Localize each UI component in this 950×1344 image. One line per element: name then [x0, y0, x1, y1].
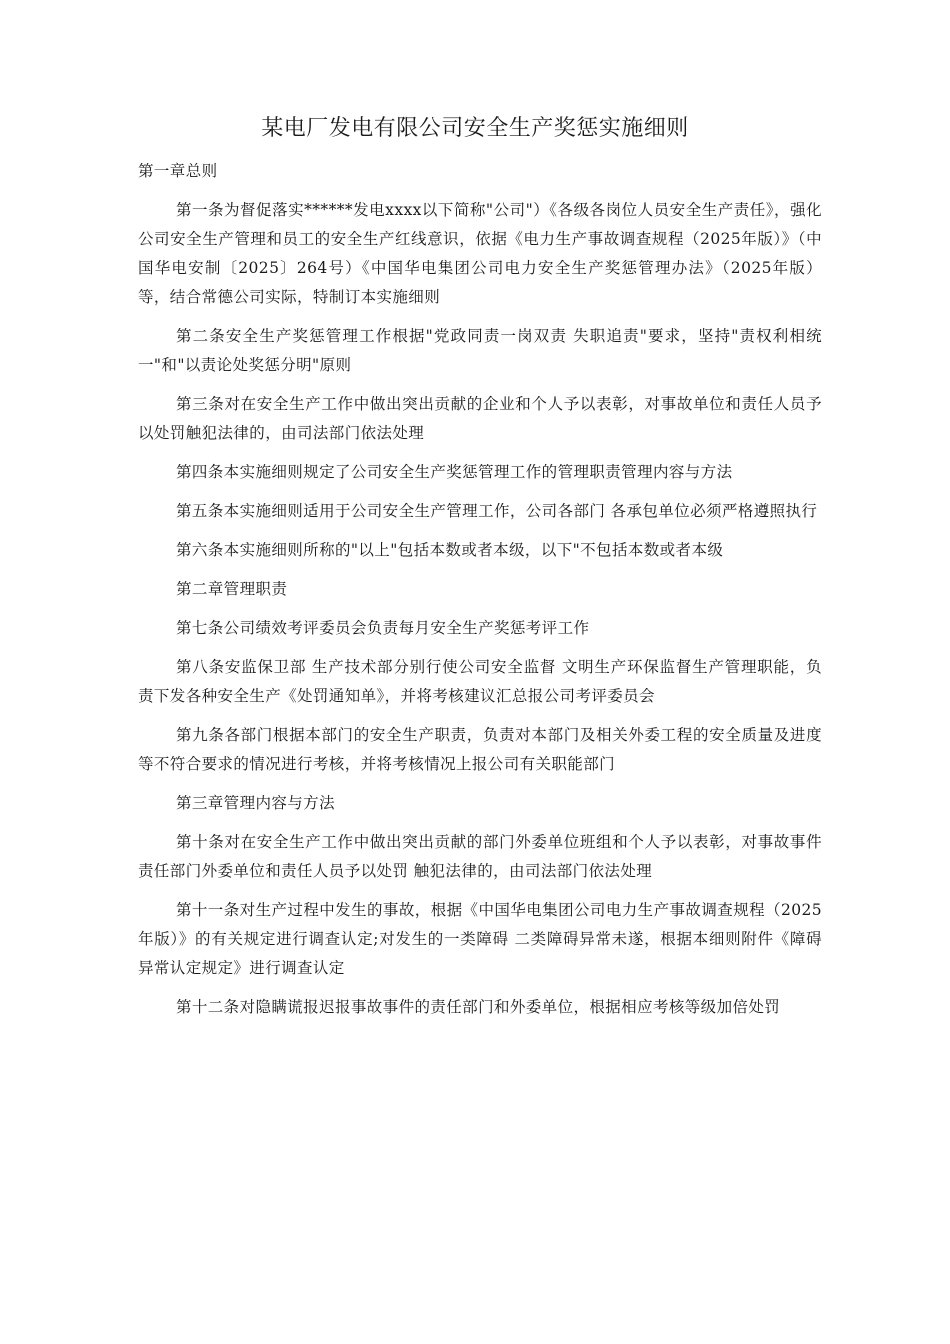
article-3: 第三条对在安全生产工作中做出突出贡献的企业和个人予以表彰，对事故单位和责任人员予以处罚触犯法律的，由司法部门依法处理 — [138, 395, 822, 442]
document-body — [138, 157, 822, 1032]
article-1: 第一条为督促落实******发电xxxx以下简称"公司"）《各级各岗位人员安全生产责任》，强化公司安全生产管理和员工的安全生产红线意识，依据《电力生产事故调查规程（2025年版）》（中国华电安制〔2025〕264号）《中国华电集团公司电力安全生产奖惩管理办法》（2025年版）等，结合常德公司实际，特制订本实施细则 — [138, 201, 822, 306]
chapter-2-heading: 第二章管理职责 — [175, 580, 288, 598]
article-10: 第十条对在安全生产工作中做出突出贡献的部门外委单位班组和个人予以表彰，对事故事件责任部门外委单位和责任人员予以处罚 触犯法律的，由司法部门依法处理 — [138, 833, 822, 880]
article-8: 第八条安监保卫部 生产技术部分别行使公司安全监督 文明生产环保监督生产管理职能，负责下发各种安全生产《处罚通知单》，并将考核建议汇总报公司考评委员会 — [138, 658, 822, 705]
document-title: 某电厂发电有限公司安全生产奖惩实施细则 — [261, 116, 689, 141]
chapter-3-heading: 第三章管理内容与方法 — [175, 794, 335, 812]
chapter-1-heading: 第一章总则 — [138, 162, 218, 180]
article-12: 第十二条对隐瞒谎报迟报事故事件的责任部门和外委单位，根据相应考核等级加倍处罚 — [175, 998, 781, 1016]
article-6: 第六条本实施细则所称的"以上"包括本数或者本级，以下"不包括本数或者本级 — [175, 541, 724, 559]
article-9: 第九条各部门根据本部门的安全生产职责，负责对本部门及相关外委工程的安全质量及进度等不符合要求的情况进行考核，并将考核情况上报公司有关职能部门 — [138, 726, 822, 773]
article-11: 第十一条对生产过程中发生的事故，根据《中国华电集团公司电力生产事故调查规程（2025年版）》的有关规定进行调查认定;对发生的一类障碍 二类障碍异常未遂，根据本细则附件《障碍异常认定规定》进行调查认定 — [138, 901, 822, 977]
article-4: 第四条本实施细则规定了公司安全生产奖惩管理工作的管理职责管理内容与方法 — [175, 463, 733, 481]
article-2: 第二条安全生产奖惩管理工作根据"党政同责一岗双责 失职追责"要求，坚持"责权利相统一"和"以责论处奖惩分明"原则 — [138, 327, 822, 374]
article-5: 第五条本实施细则适用于公司安全生产管理工作，公司各部门 各承包单位必须严格遵照执行 — [175, 502, 818, 520]
article-7: 第七条公司绩效考评委员会负责每月安全生产奖惩考评工作 — [175, 619, 590, 637]
